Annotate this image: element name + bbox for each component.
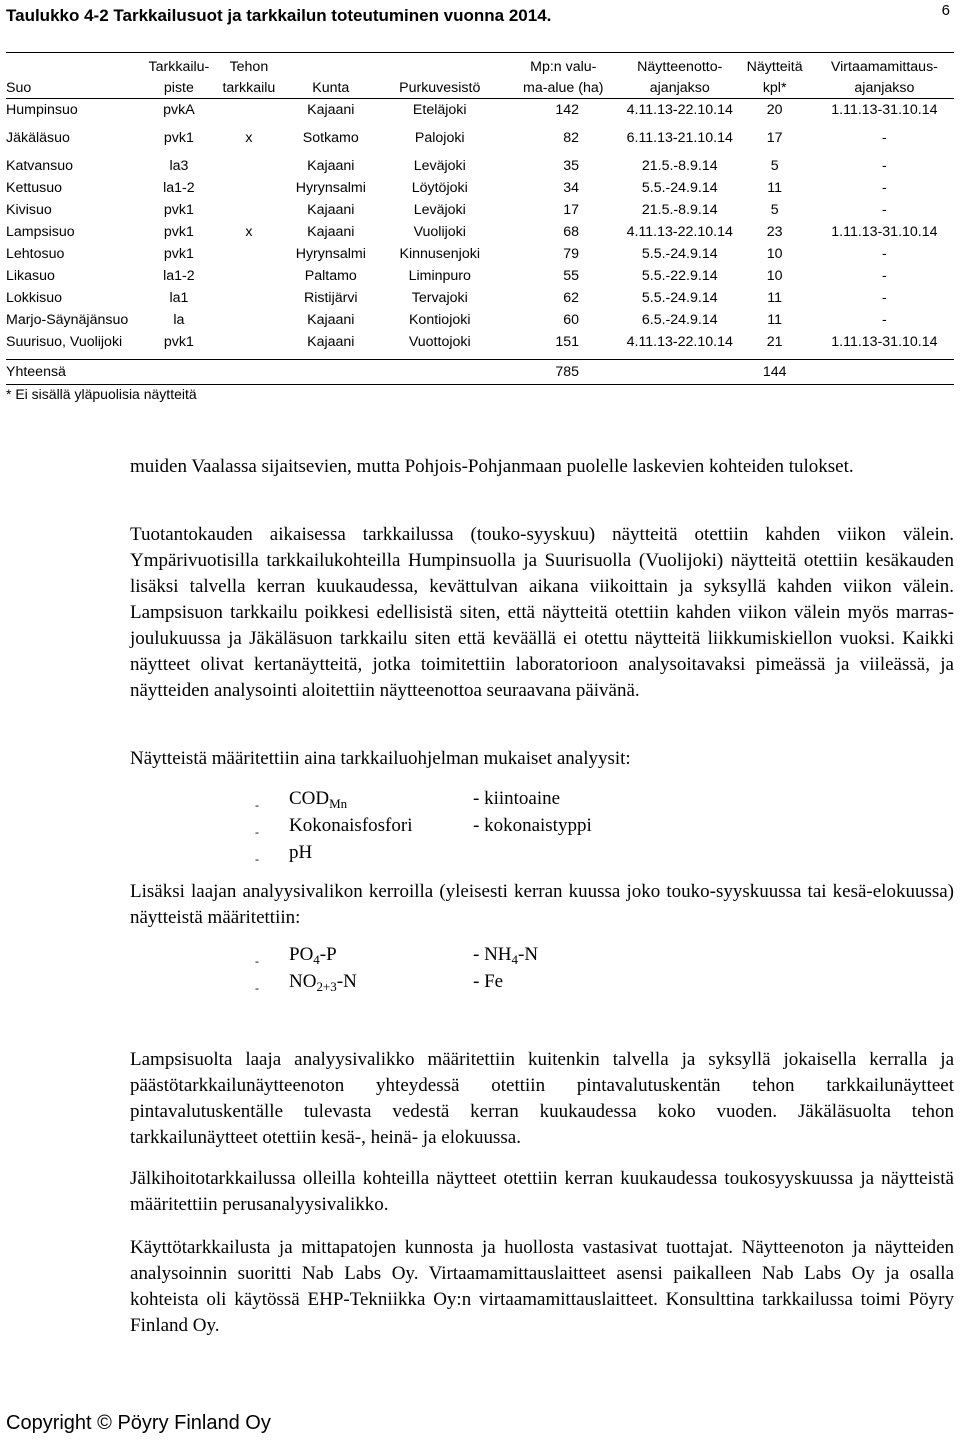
table-row [6,309,954,331]
table-title: Taulukko 4-2 Tarkkailusuot ja tarkkailun toteutuminen vuonna 2014. [6,6,552,25]
cell-naytteita: 11 [767,290,783,306]
cell-naytteenotto-ajanjakso: 6.5.-24.9.14 [641,312,718,328]
table-row [6,265,954,287]
cell-piste: pvkA [163,102,195,118]
cell-naytteita: 21 [766,334,783,350]
cell-tehon-tarkkailu [214,309,283,331]
cell-naytteita: 11 [767,180,783,196]
cell-tehon-tarkkailu [214,199,283,221]
cell-virtaamamittaus-ajanjakso: Virtaamamittaus- [830,58,938,75]
cell-purkuvesisto: Kontiojoki [408,312,471,328]
cell-purkuvesisto: Tervajoki [411,290,468,306]
monitoring-table [6,56,954,385]
cell-valuma-alue: 142 [555,102,579,118]
cell-valuma-alue: 79 [563,246,579,262]
cell-kunta: Kajaani [307,334,355,350]
cell-kunta: Kajaani [307,158,355,174]
paragraph-1: muiden Vaalassa sijaitsevien, mutta Pohjois-Pohjanmaan puolelle laskevien kohteiden tulokset. [130,456,854,477]
list-dash: - [255,981,259,995]
cell-purkuvesisto: Kinnusenjoki [399,246,480,262]
cell-naytteita: 5 [770,158,779,174]
list-item-cod: $COD_{Mn}$ [289,788,348,811]
cell-piste: la3 [169,158,189,174]
cell-suo: Suo [6,77,144,99]
analysis-list [255,786,592,867]
cell-valuma-alue: 17 [563,202,579,218]
cell-naytteita: 144 [735,360,815,385]
table-row [6,127,954,149]
table-row [6,221,954,243]
cell-valuma-alue: Mp:n valu- [530,58,597,75]
cell-naytteita: 20 [766,102,783,118]
cell-valuma-alue: 785 [502,360,625,385]
table-row [6,155,954,177]
table-row [6,331,954,353]
cell-kunta: Sotkamo [302,130,359,146]
cell-suo: Suurisuo, Vuolijoki [6,334,123,350]
cell-tehon-tarkkailu [214,243,283,265]
list-item-nh4n: - $NH_4-N$ [473,944,539,967]
cell-tehon-tarkkailu [214,155,283,177]
cell-purkuvesisto: Vuottojoki [408,334,471,350]
cell-kunta [284,56,378,77]
copyright-footer: Copyright © Pöyry Finland Oy [6,1412,271,1434]
cell-suo: Katvansuo [6,158,74,174]
cell-naytteita: Näytteitä [746,58,803,75]
cell-kunta: Kunta [284,77,378,99]
cell-piste: la1-2 [163,180,195,196]
list-item-kokonaisfosfori: Kokonaisfosfori [289,815,413,836]
cell-naytteenotto-ajanjakso: 6.11.13-21.10.14 [626,130,733,146]
cell-naytteenotto-ajanjakso: 4.11.13-22.10.14 [626,224,733,240]
cell-naytteita: 5 [770,202,779,218]
cell-virtaamamittaus-ajanjakso: - [882,202,887,218]
list-item-no23n: $NO_{2+3}-N$ [289,971,357,994]
page-number: 6 [941,2,950,19]
paragraph-3: Näytteistä määritettiin aina tarkkailuohjelman mukaiset analyysit: [130,748,631,769]
list-item-ph: pH [289,842,313,863]
cell-kunta: Kajaani [307,312,355,328]
cell-tehon-tarkkailu [214,177,283,199]
cell-naytteita: kpl* [735,77,815,99]
cell-naytteenotto-ajanjakso: 5.5.-22.9.14 [641,268,718,284]
cell-piste: la [173,312,185,328]
cell-naytteenotto-ajanjakso: 5.5.-24.9.14 [641,246,718,262]
cell-piste: pvk1 [163,202,194,218]
cell-kunta [284,360,378,385]
table-footnote: * Ei sisällä yläpuolisia näytteitä [6,386,197,402]
cell-kunta: Hyrynsalmi [295,246,366,262]
cell-valuma-alue: ma-alue (ha) [502,77,625,99]
cell-piste: pvk1 [163,334,194,350]
cell-piste: Tarkkailu- [148,58,210,75]
cell-suo: Humpinsuo [6,102,78,118]
cell-naytteita: 17 [766,130,783,146]
cell-naytteenotto-ajanjakso: 5.5.-24.9.14 [641,290,718,306]
list-item-fe: - Fe [473,971,504,992]
cell-naytteenotto-ajanjakso: 4.11.13-22.10.14 [626,102,733,118]
cell-virtaamamittaus-ajanjakso: - [882,180,887,196]
cell-purkuvesisto: Liminpuro [408,268,471,284]
cell-purkuvesisto: Vuolijoki [413,224,466,240]
extended-analysis-list [255,942,538,996]
cell-suo: Yhteensä [6,360,144,385]
cell-virtaamamittaus-ajanjakso: 1.11.13-31.10.14 [831,334,938,350]
cell-valuma-alue: 68 [563,224,579,240]
cell-tehon-tarkkailu: Tehon [229,58,269,75]
table-row [6,287,954,309]
list-item-kokonaistyppi: - kokonaistyppi [473,815,592,836]
cell-naytteenotto-ajanjakso: 4.11.13-22.10.14 [626,334,733,350]
paragraph-2: Tuotantokauden aikaisessa tarkkailussa (touko-syyskuu) näytteitä otettiin kahden viikon välein. Ympärivuotisilla tarkkailukohteilla Humpinsuolla ja Suurisuolla (Vuolijoki) näytteitä otettiin kesäkauden lisäksi talvella kerran kuukaudessa, kevättulvan aikana viikoittain ja syksyllä kahden viikon välein. Lampsisuon tarkkailu poikkesi edellisistä siten, että näytteitä otettiin kahden viikon välein myös marras-joulukuussa ja Jäkäläsuon tarkkailu siten että keväällä ei otettu näytteitä liikkumiskiellon vuoksi. Kaikki näytteet olivat kertanäytteitä, jotka toimitettiin laboratorioon analysoitavaksi pimeässä ja viileässä, ja näytteiden analysointi aloitettiin näytteenottoa seuraavana päivänä. [130,524,954,701]
cell-piste: pvk1 [163,224,194,240]
cell-valuma-alue: 151 [555,334,579,350]
table-row [6,99,954,122]
cell-tehon-tarkkailu [214,265,283,287]
cell-virtaamamittaus-ajanjakso: 1.11.13-31.10.14 [831,224,938,240]
cell-tehon-tarkkailu [214,287,283,309]
table-row [6,199,954,221]
list-dash: - [255,825,259,839]
cell-piste: piste [144,77,215,99]
cell-piste [144,360,215,385]
cell-valuma-alue: 34 [563,180,579,196]
cell-suo: Kivisuo [6,202,52,218]
cell-suo [6,56,144,77]
cell-piste: la1-2 [163,268,195,284]
cell-purkuvesisto: Löytöjoki [411,180,468,196]
paragraph-5: Lampsisuolta laaja analyysivalikko määritettiin kuitenkin talvella ja syksyllä jokaisella kerralla ja päästötarkkailunäytteenoton yhteydessä otettiin pintavalutuskentän tehon tarkkailunäytteet pintavalutuskentälle tulevasta vedestä kerran kuukaudessa koko vuoden. Jäkäläsuolta tehon tarkkailunäytteet otettiin kesä-, heinä- ja elokuussa. [130,1049,954,1148]
cell-kunta: Paltamo [304,268,357,284]
cell-virtaamamittaus-ajanjakso: 1.11.13-31.10.14 [831,102,938,118]
table-total-row [6,360,954,385]
cell-kunta: Ristijärvi [303,290,358,306]
cell-purkuvesisto: Leväjoki [413,202,466,218]
cell-purkuvesisto: Eteläjoki [412,102,467,118]
cell-kunta: Hyrynsalmi [295,180,366,196]
cell-piste: la1 [169,290,189,306]
cell-tehon-tarkkailu [214,99,283,122]
cell-valuma-alue: 60 [563,312,579,328]
cell-suo: Jäkäläsuo [6,130,70,146]
cell-piste: pvk1 [163,130,194,146]
cell-suo: Kettusuo [6,180,63,196]
table-header-row [6,56,954,77]
list-dash: - [255,852,259,866]
list-dash: - [255,954,259,968]
cell-purkuvesisto [378,360,502,385]
cell-suo: Lokkisuo [6,290,62,306]
cell-tehon-tarkkailu [214,360,283,385]
paragraph-4: Lisäksi laajan analyysivalikon kerroilla (yleisesti kerran kuussa joko touko-syyskuussa tai kesä-elokuussa) näytteistä määritettiin: [130,881,954,928]
list-dash: - [255,798,259,812]
cell-suo: Lampsisuo [6,224,75,240]
cell-suo: Marjo-Säynäjänsuo [6,312,129,328]
cell-naytteenotto-ajanjakso [625,360,735,385]
cell-naytteenotto-ajanjakso: 5.5.-24.9.14 [641,180,718,196]
cell-tehon-tarkkailu: x [245,224,253,240]
cell-virtaamamittaus-ajanjakso: - [882,130,887,146]
cell-naytteenotto-ajanjakso: 21.5.-8.9.14 [641,158,718,174]
cell-tehon-tarkkailu: tarkkailu [214,77,283,99]
list-item-kiintoaine: - kiintoaine [473,788,561,809]
cell-piste: pvk1 [163,246,194,262]
paragraph-7: Käyttötarkkailusta ja mittapatojen kunnosta ja huollosta vastasivat tuottajat. Näytteenoton ja näytteiden analysoinnin suoritti Nab Labs Oy. Virtaamamittauslaitteet asensi paikalleen Nab Labs Oy ja osalla kohteista oli käytössä EHP-Tekniikka Oy:n virtaamamittauslaitteet. Konsulttina tarkkailussa toimi Pöyry Finland Oy. [130,1237,954,1336]
cell-kunta: Kajaani [307,224,355,240]
cell-virtaamamittaus-ajanjakso [815,360,954,385]
cell-virtaamamittaus-ajanjakso: - [882,158,887,174]
cell-purkuvesisto: Purkuvesistö [378,77,502,99]
table-row [6,177,954,199]
cell-kunta: Kajaani [307,202,355,218]
cell-naytteenotto-ajanjakso: Näytteenotto- [637,58,723,75]
cell-tehon-tarkkailu: x [245,130,253,146]
cell-naytteita: 10 [766,268,783,284]
paragraph-6: Jälkihoitotarkkailussa olleilla kohteilla näytteet otettiin kerran kuukaudessa toukosyyskuussa ja näytteistä määritettiin perusanalyysivalikko. [130,1168,954,1215]
cell-purkuvesisto: Leväjoki [413,158,466,174]
cell-valuma-alue: 62 [563,290,579,306]
cell-kunta: Kajaani [307,102,355,118]
cell-virtaamamittaus-ajanjakso: - [882,312,887,328]
cell-purkuvesisto [378,56,502,77]
cell-virtaamamittaus-ajanjakso: - [882,268,887,284]
cell-virtaamamittaus-ajanjakso: - [882,290,887,306]
cell-naytteita: 10 [766,246,783,262]
table-header-row [6,77,954,99]
cell-valuma-alue: 55 [563,268,579,284]
list-item-po4p: $PO_4-P$ [289,944,337,967]
cell-suo: Likasuo [6,268,55,284]
cell-valuma-alue: 35 [563,158,579,174]
table-row [6,243,954,265]
cell-naytteita: 11 [767,312,783,328]
cell-virtaamamittaus-ajanjakso: - [882,246,887,262]
cell-valuma-alue: 82 [563,130,579,146]
cell-suo: Lehtosuo [6,246,65,262]
title-rule [6,52,954,53]
cell-naytteenotto-ajanjakso: ajanjakso [625,77,735,99]
cell-purkuvesisto: Palojoki [414,130,465,146]
cell-naytteenotto-ajanjakso: 21.5.-8.9.14 [641,202,718,218]
cell-tehon-tarkkailu [214,331,283,353]
cell-virtaamamittaus-ajanjakso: ajanjakso [815,77,954,99]
cell-naytteita: 23 [766,224,783,240]
